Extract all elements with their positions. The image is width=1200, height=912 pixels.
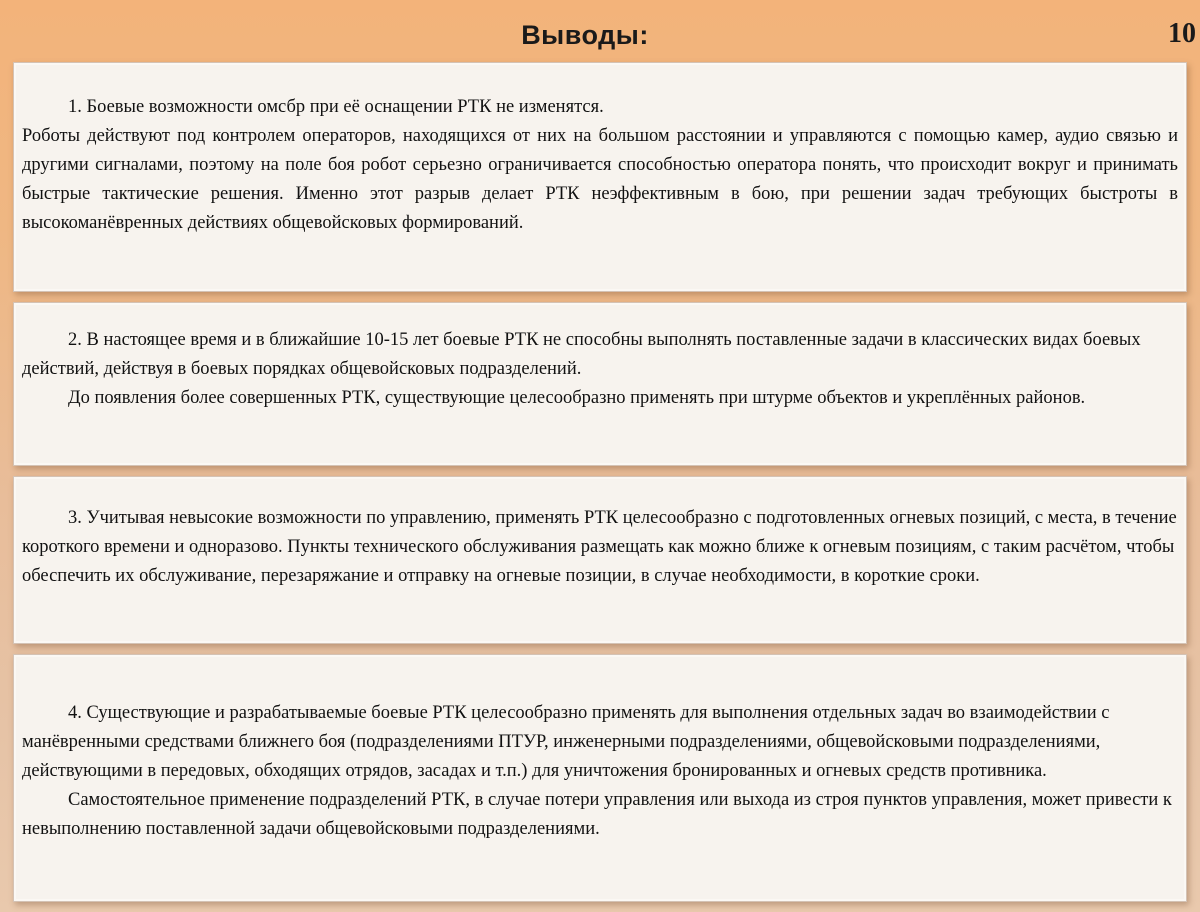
conclusion-block-3: [13, 476, 1187, 644]
conclusion-2-heading: 2. В настоящее время и в ближайшие 10-15 лет боевые РТК не способны выполнять поставленные задачи в классических видах боевых действий, действуя в боевых порядках общевойсковых подразделений.: [22, 330, 1141, 379]
conclusion-1-text: Роботы действуют под контролем операторов, находящихся от них на большом расстоянии и управляются с помощью камер, аудио связью и другими сигналами, поэтому на поле боя робот серьезно ограничивается способностью оператора понять, что происходит вокруг и принимать быстрые тактические решения. Именно этот разрыв делает РТК неэффективным в бою, при решении задач требующих быстроты в высокоманёвренных действиях общевойсковых формирований.: [22, 126, 1178, 233]
slide-number: 10: [1168, 18, 1196, 49]
conclusion-block-4: [13, 654, 1187, 902]
conclusion-block-1: [13, 62, 1187, 292]
conclusion-4-text: Самостоятельное применение подразделений РТК, в случае потери управления или выхода из строя пунктов управления, может привести к невыполнению поставленной задачи общевойсковыми подразделениями.: [22, 790, 1172, 839]
conclusion-3-text: 3. Учитывая невысокие возможности по управлению, применять РТК целесообразно с подготовленных огневых позиций, с места, в течение короткого времени и одноразово. Пункты технического обслуживания размещать как можно ближе к огневым позициям, с таким расчётом, чтобы обеспечить их обслуживание, перезаряжание и отправку на огневые позиции, в случае необходимости, в короткие сроки.: [22, 508, 1177, 586]
conclusion-2-text: До появления более совершенных РТК, существующие целесообразно применять при штурме объектов и укреплённых районов.: [68, 388, 1086, 408]
conclusion-4-heading: 4. Существующие и разрабатываемые боевые РТК целесообразно применять для выполнения отдельных задач во взаимодействии с манёвренными средствами ближнего боя (подразделениями ПТУР, инженерными подразделениями, общевойсковыми подразделениями, действующими в передовых, обходящих отрядов, засадах и т.п.) для уничтожения бронированных и огневых средств противника.: [22, 703, 1110, 781]
slide-title: Выводы:: [521, 20, 649, 50]
conclusion-1-heading: 1. Боевые возможности омсбр при её оснащении РТК не изменятся.: [68, 97, 604, 117]
conclusion-block-2: [13, 302, 1187, 466]
